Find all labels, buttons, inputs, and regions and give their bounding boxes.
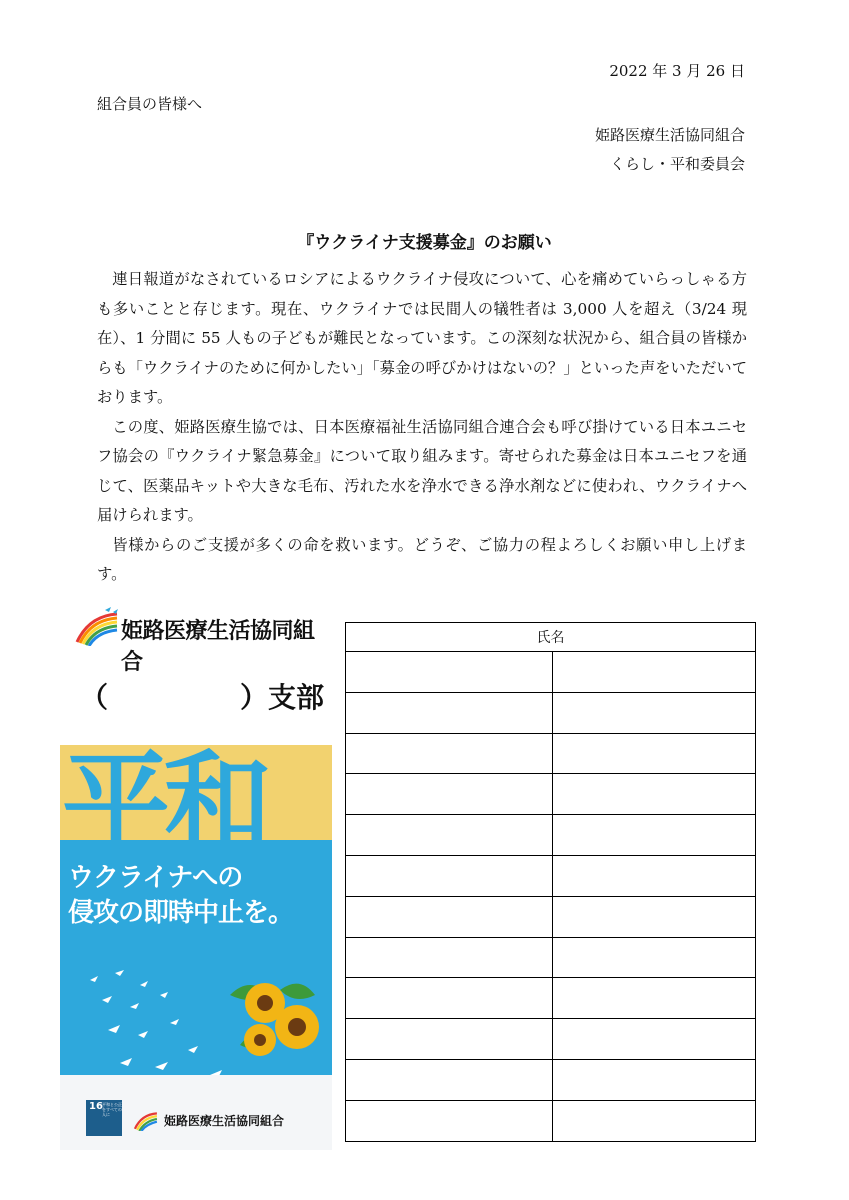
paragraph-2: この度、姫路医療生協では、日本医療福祉生活協同組合連合会も呼び掛けている日本ユニセフ協会の『ウクライナ緊急募金』について取り組みます。寄せられた募金は日本ユニセフを通じて、医薬品キットや大きな毛布、汚れた水を浄水できる浄水剤などに使われ、ウクライナへ届けられます。: [97, 417, 747, 524]
signature-cell[interactable]: [553, 855, 756, 896]
document-title: 『ウクライナ支援募金』のお願い: [297, 233, 552, 253]
signature-cell[interactable]: [553, 1019, 756, 1060]
signature-row: [346, 774, 756, 815]
addressee: 組合員の皆様へ: [97, 95, 203, 113]
document-body: [97, 265, 747, 590]
signature-cell[interactable]: [346, 1100, 553, 1141]
poster-slogan-line1: ウクライナへの: [68, 863, 243, 893]
sdg-text: 平和と公正をすべての人に: [102, 1102, 122, 1117]
signature-table-body: [346, 652, 756, 1142]
signature-cell[interactable]: [553, 692, 756, 733]
peace-poster: [60, 745, 332, 1150]
sender-org: 姫路医療生活協同組合: [594, 126, 745, 144]
signature-cell[interactable]: [553, 1059, 756, 1100]
sdg-badge: [86, 1100, 122, 1136]
signature-row: [346, 937, 756, 978]
signature-cell[interactable]: [553, 733, 756, 774]
signature-row: [346, 1059, 756, 1100]
signature-cell[interactable]: [346, 1019, 553, 1060]
signature-table-header: 氏名: [346, 623, 756, 652]
signature-cell[interactable]: [346, 978, 553, 1019]
sdg-number: 16: [89, 1101, 103, 1112]
signature-cell[interactable]: [553, 652, 756, 693]
branch-open-paren: （: [80, 681, 109, 714]
signature-table: [345, 622, 756, 1142]
poster-headline: 平和: [62, 745, 267, 866]
signature-cell[interactable]: [553, 937, 756, 978]
signature-row: [346, 733, 756, 774]
signature-cell[interactable]: [346, 937, 553, 978]
rainbow-icon: [75, 606, 123, 646]
signature-row: [346, 1100, 756, 1141]
signature-cell[interactable]: [346, 774, 553, 815]
signature-cell[interactable]: [346, 692, 553, 733]
date: 2022 年 3 月 26 日: [609, 62, 745, 80]
poster-footer: [60, 1075, 332, 1150]
logo-text: 姫路医療生活協同組合: [121, 619, 315, 675]
signature-cell[interactable]: [346, 652, 553, 693]
sender-committee: くらし・平和委員会: [609, 155, 745, 173]
signature-cell[interactable]: [553, 896, 756, 937]
signature-cell[interactable]: [346, 1059, 553, 1100]
signature-cell[interactable]: [346, 896, 553, 937]
signature-row: [346, 896, 756, 937]
signature-cell[interactable]: [553, 978, 756, 1019]
signature-row: [346, 855, 756, 896]
paragraph-1: 連日報道がなされているロシアによるウクライナ侵攻について、心を痛めていらっしゃる方も多いことと存じます。現在、ウクライナでは民間人の犠牲者は 3,000 人を超え（3/24 現在）、1 分間に 55 人もの子どもが難民となっています。この深刻な状況から、組合員の皆様からも「ウクライナのために何かしたい」「募金の呼びかけはないの？」といった声をいただいております。: [97, 270, 747, 406]
poster-org: 姫路医療生活協同組合: [164, 1114, 285, 1128]
signature-row: [346, 652, 756, 693]
signature-cell[interactable]: [346, 815, 553, 856]
branch-field: [80, 676, 330, 716]
rainbow-icon: [130, 1109, 164, 1131]
signature-cell[interactable]: [553, 774, 756, 815]
signature-cell[interactable]: [553, 1100, 756, 1141]
signature-cell[interactable]: [346, 855, 553, 896]
signature-row: [346, 815, 756, 856]
signature-cell[interactable]: [553, 815, 756, 856]
signature-row: [346, 1019, 756, 1060]
branch-label: ）支部: [240, 681, 325, 714]
paragraph-3: 皆様からのご支援が多くの命を救います。どうぞ、ご協力の程よろしくお願い申し上げます。: [97, 535, 747, 583]
poster-slogan-line2: 侵攻の即時中止を。: [68, 898, 294, 928]
coop-logo: [75, 606, 325, 675]
signature-row: [346, 692, 756, 733]
signature-cell[interactable]: [346, 733, 553, 774]
signature-row: [346, 978, 756, 1019]
